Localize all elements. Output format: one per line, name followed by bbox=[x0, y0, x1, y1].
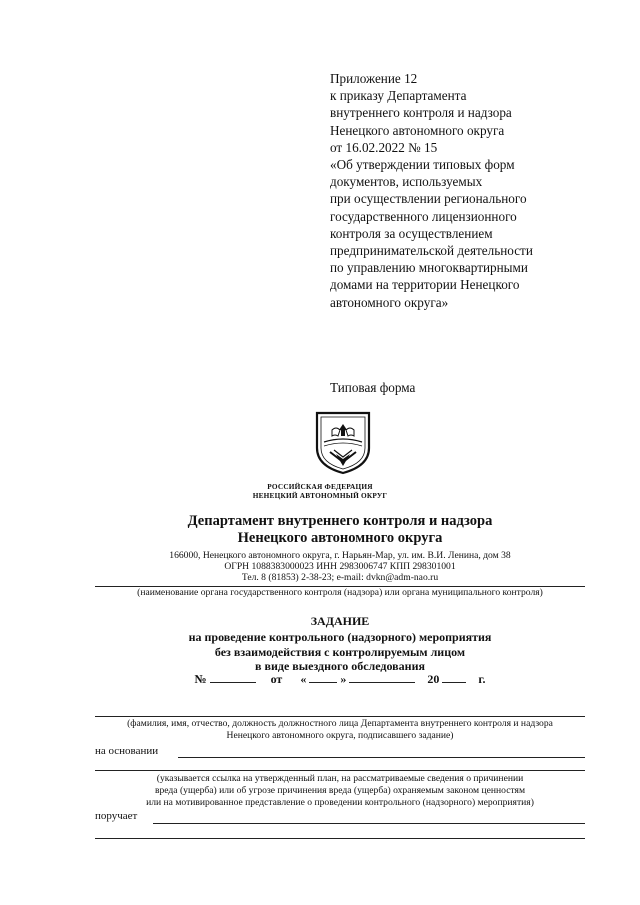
year-suffix: г. bbox=[478, 672, 486, 686]
task-title: ЗАДАНИЕ bbox=[310, 614, 370, 628]
department-contacts: Тел. 8 (81853) 2-38-23; e-mail: dvkn@adm-nao.ru bbox=[241, 572, 439, 583]
department-title-line1: Департамент внутреннего контроля и надзора bbox=[187, 513, 493, 529]
basis-label: на основании bbox=[95, 745, 159, 757]
year-field[interactable] bbox=[442, 671, 466, 683]
department-registration: ОГРН 1088383000023 ИНН 2983006747 КПП 298301001 bbox=[224, 561, 456, 572]
task-subtitle-line2: без взаимодействия с контролируемым лицом bbox=[214, 645, 466, 659]
basis-caption-line1: (указывается ссылка на утвержденный план, на рассматриваемые сведения о причинении bbox=[156, 773, 524, 784]
appendix-line: государственного лицензионного bbox=[330, 208, 517, 224]
quote-close: » bbox=[340, 672, 347, 686]
appendix-block bbox=[330, 70, 630, 311]
number-label: № bbox=[194, 672, 207, 686]
date-from-label: от bbox=[270, 672, 283, 686]
day-field[interactable] bbox=[309, 671, 337, 683]
appendix-line: к приказу Департамента bbox=[330, 88, 467, 104]
org-name-caption: (наименование органа государственного контроля (надзора) или органа муниципального контроля) bbox=[137, 587, 543, 598]
basis-caption-line3: или на мотивированное представление о проведении контрольного (надзорного) мероприятия) bbox=[146, 797, 534, 808]
department-address: 166000, Ненецкого автономного округа, г. Нарьян-Мар, ул. им. В.И. Ленина, дом 38 bbox=[169, 550, 511, 561]
task-subtitle-line1: на проведение контрольного (надзорного) мероприятия bbox=[188, 630, 492, 644]
official-name-field[interactable] bbox=[95, 716, 585, 717]
appendix-line: Приложение 12 bbox=[330, 71, 418, 86]
appendix-line: «Об утверждении типовых форм bbox=[330, 157, 515, 173]
task-subtitle-line3: в виде выездного обследования bbox=[255, 659, 425, 673]
month-field[interactable] bbox=[349, 671, 415, 683]
assigns-field-continuation[interactable] bbox=[95, 838, 585, 839]
appendix-line: домами на территории Ненецкого bbox=[330, 277, 520, 293]
task-number-date-line bbox=[0, 671, 640, 687]
assigns-label: поручает bbox=[95, 810, 138, 822]
coat-of-arms-icon bbox=[314, 410, 372, 476]
appendix-line: документов, используемых bbox=[330, 174, 483, 190]
quote-open: « bbox=[300, 672, 307, 686]
appendix-line: при осуществлении регионального bbox=[330, 191, 527, 207]
official-caption-line2: Ненецкого автономного округа, подписавшего задание) bbox=[226, 730, 454, 741]
region-name: НЕНЕЦКИЙ АВТОНОМНЫЙ ОКРУГ bbox=[252, 491, 388, 500]
department-title-line2: Ненецкого автономного округа bbox=[237, 530, 443, 546]
appendix-line: автономного округа» bbox=[330, 294, 449, 310]
country-name: РОССИЙСКАЯ ФЕДЕРАЦИЯ bbox=[267, 482, 373, 491]
basis-caption-line2: вреда (ущерба) или об угрозе причинения вреда (ущерба) охраняемым законом ценностям bbox=[154, 785, 526, 796]
official-caption-line1: (фамилия, имя, отчество, должность должностного лица Департамента внутреннего контроля и надзора bbox=[127, 718, 553, 729]
appendix-line: по управлению многоквартирными bbox=[330, 260, 528, 276]
basis-field-continuation[interactable] bbox=[95, 770, 585, 771]
basis-field[interactable] bbox=[178, 757, 585, 758]
appendix-line: предпринимательской деятельности bbox=[330, 243, 533, 259]
appendix-line: контроля за осуществлением bbox=[330, 225, 493, 241]
appendix-line: внутреннего контроля и надзора bbox=[330, 105, 512, 121]
appendix-line: от 16.02.2022 № 15 bbox=[330, 139, 438, 155]
appendix-line: Ненецкого автономного округа bbox=[330, 122, 505, 138]
year-prefix: 20 bbox=[427, 672, 440, 686]
task-number-field[interactable] bbox=[210, 671, 256, 683]
form-type-label: Типовая форма bbox=[330, 380, 416, 395]
assigns-field[interactable] bbox=[153, 823, 585, 824]
